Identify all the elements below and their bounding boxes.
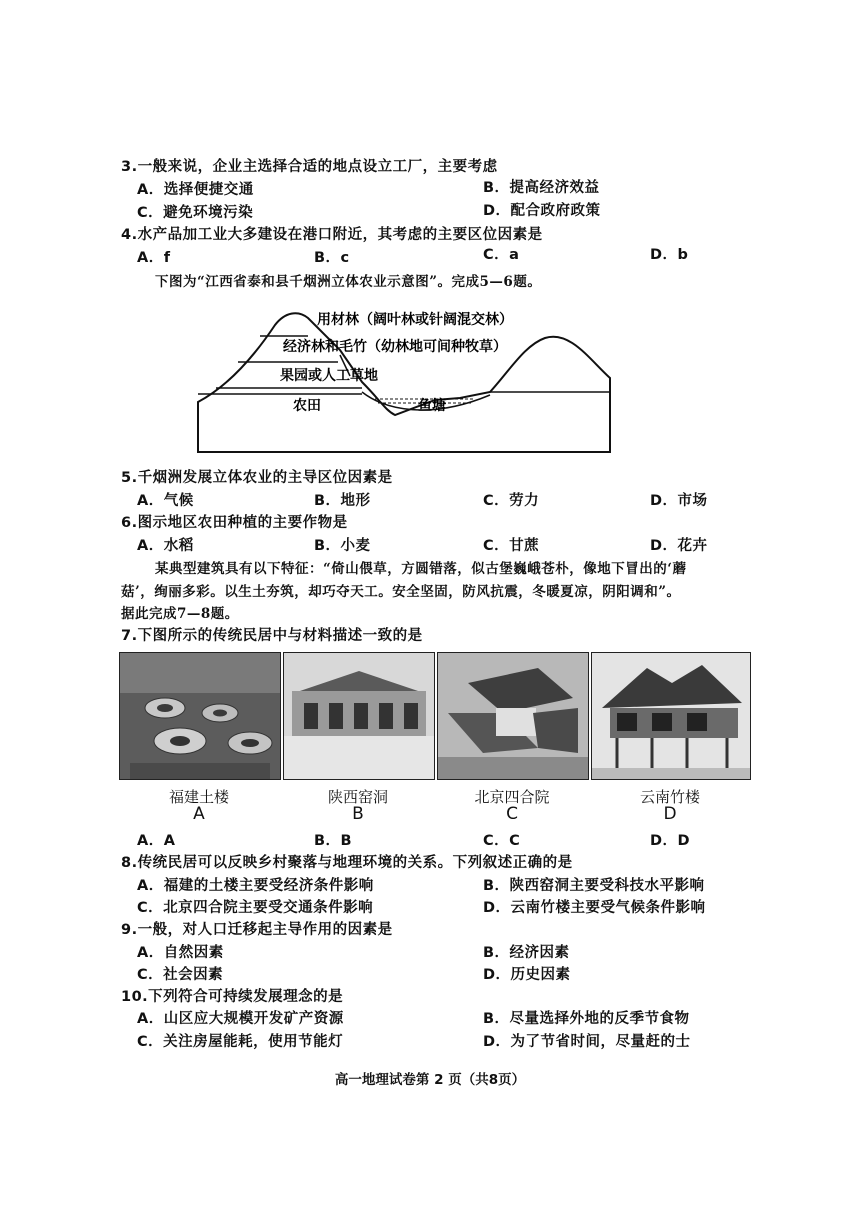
q5-option-a: A．气候 bbox=[137, 493, 194, 509]
q8-option-a: A．福建的土楼主要受经济条件影响 bbox=[137, 878, 374, 894]
page-footer: 高一地理试卷第 2 页（共8页） bbox=[334, 1072, 526, 1088]
photo-yunnan-bamboo-house bbox=[591, 652, 751, 780]
intro-5-6: 下图为“江西省泰和县千烟洲立体农业示意图”。完成5—6题。 bbox=[155, 274, 542, 290]
photo-caption-c: 北京四合院 bbox=[474, 788, 550, 806]
q9-option-c: C．社会因素 bbox=[137, 967, 224, 983]
q3-option-c: C．避免环境污染 bbox=[137, 205, 254, 221]
q7-stem: 7.下图所示的传统民居中与材料描述一致的是 bbox=[121, 628, 423, 644]
q4-stem: 4.水产品加工业大多建设在港口附近，其考虑的主要区位因素是 bbox=[121, 227, 543, 243]
diagram-label-farmland: 农田 bbox=[293, 398, 321, 414]
diagram-label-timber-forest: 用材林（阔叶林或针阔混交林） bbox=[317, 312, 513, 328]
q8-option-b: B．陕西窑洞主要受科技水平影响 bbox=[483, 878, 705, 894]
q5-option-d: D．市场 bbox=[650, 493, 708, 509]
photo-letter-b: B bbox=[352, 804, 364, 824]
q10-option-c: C．关注房屋能耗，使用节能灯 bbox=[137, 1034, 344, 1050]
q7-option-c: C．C bbox=[483, 833, 521, 849]
photo-letter-a: A bbox=[193, 804, 205, 824]
q9-option-a: A．自然因素 bbox=[137, 945, 224, 961]
q4-option-a: A．f bbox=[137, 250, 171, 266]
photo-letter-c: C bbox=[506, 804, 518, 824]
photo-fujian-tulou bbox=[119, 652, 281, 780]
intro-7-8-line1: 某典型建筑具有以下特征：“倚山偎草，方圆错落，似古堡巍峨苍朴，像地下冒出的‘蘑 bbox=[155, 561, 687, 577]
q5-option-b: B．地形 bbox=[314, 493, 371, 509]
q8-stem: 8.传统民居可以反映乡村聚落与地理环境的关系。下列叙述正确的是 bbox=[121, 855, 573, 871]
q3-option-d: D．配合政府政策 bbox=[483, 203, 601, 219]
q6-option-b: B．小麦 bbox=[314, 538, 371, 554]
q6-stem: 6.图示地区农田种植的主要作物是 bbox=[121, 515, 348, 531]
q3-option-b: B．提高经济效益 bbox=[483, 180, 600, 196]
q10-option-b: B．尽量选择外地的反季节食物 bbox=[483, 1011, 690, 1027]
q6-option-c: C．甘蔗 bbox=[483, 538, 540, 554]
photo-letter-d: D bbox=[663, 804, 677, 824]
q5-option-c: C．劳力 bbox=[483, 493, 540, 509]
q5-stem: 5.千烟洲发展立体农业的主导区位因素是 bbox=[121, 470, 393, 486]
photo-shaanxi-yaodong bbox=[283, 652, 435, 780]
diagram-label-economic-forest: 经济林和毛竹（幼林地可间种牧草） bbox=[283, 339, 507, 355]
q10-option-d: D．为了节省时间，尽量赶的士 bbox=[483, 1034, 691, 1050]
q9-stem: 9.一般，对人口迁移起主导作用的因素是 bbox=[121, 922, 393, 938]
photo-beijing-siheyuan bbox=[437, 652, 589, 780]
q7-option-d: D．D bbox=[650, 833, 691, 849]
intro-7-8-line3: 据此完成7—8题。 bbox=[121, 606, 239, 622]
q6-option-a: A．水稻 bbox=[137, 538, 194, 554]
q10-option-a: A．山区应大规模开发矿产资源 bbox=[137, 1011, 344, 1027]
q10-stem: 10.下列符合可持续发展理念的是 bbox=[121, 989, 344, 1005]
q4-option-c: C．a bbox=[483, 247, 520, 263]
q9-option-b: B．经济因素 bbox=[483, 945, 570, 961]
terrace-agriculture-diagram bbox=[190, 300, 620, 460]
q3-stem: 3.一般来说，企业主选择合适的地点设立工厂，主要考虑 bbox=[121, 159, 498, 175]
q6-option-d: D．花卉 bbox=[650, 538, 708, 554]
diagram-label-fish-pond: 鱼塘 bbox=[418, 398, 446, 414]
q4-option-b: B．c bbox=[314, 250, 350, 266]
intro-7-8-line2: 菇’，绚丽多彩。以生土夯筑，却巧夺天工。安全坚固，防风抗震，冬暖夏凉，阴阳调和”。 bbox=[121, 584, 681, 600]
q7-option-b: B．B bbox=[314, 833, 353, 849]
q7-option-a: A．A bbox=[137, 833, 176, 849]
diagram-label-orchard: 果园或人工草地 bbox=[280, 368, 378, 384]
q8-option-d: D．云南竹楼主要受气候条件影响 bbox=[483, 900, 706, 916]
q8-option-c: C．北京四合院主要受交通条件影响 bbox=[137, 900, 374, 916]
photo-caption-a: 福建土楼 bbox=[168, 788, 229, 806]
photo-caption-b: 陕西窑洞 bbox=[327, 788, 388, 806]
photo-caption-d: 云南竹楼 bbox=[639, 788, 700, 806]
q4-option-d: D．b bbox=[650, 247, 689, 263]
q9-option-d: D．历史因素 bbox=[483, 967, 571, 983]
q3-option-a: A．选择便捷交通 bbox=[137, 182, 254, 198]
